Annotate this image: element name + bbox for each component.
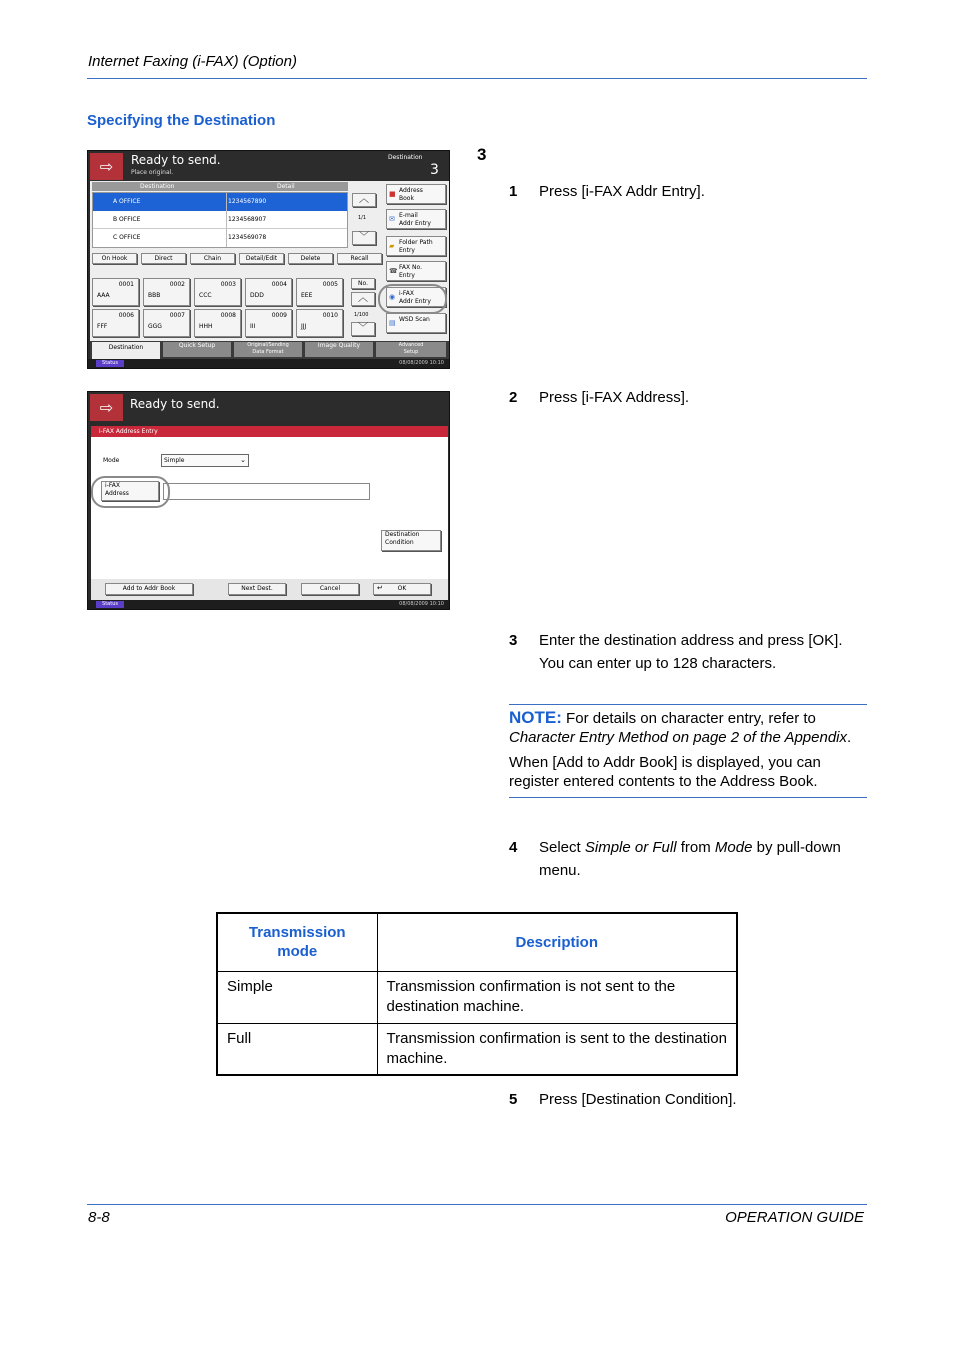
- note-text: For details on character entry, refer to: [561, 710, 816, 727]
- mode-select-value: Simple: [164, 457, 185, 464]
- step-text: from: [676, 839, 715, 856]
- status-datetime: 08/08/2009 10:10: [399, 360, 444, 366]
- ok-label: OK: [397, 585, 407, 592]
- note-reference: Character Entry Method on page 2 of the Appendix: [509, 729, 847, 746]
- header-rule: [87, 78, 867, 79]
- bottom-button-bar: [91, 579, 448, 601]
- cell-description: Transmission confirmation is sent to the destination machine.: [377, 1023, 737, 1075]
- recall-button[interactable]: Recall: [337, 253, 382, 264]
- panel-top-bar: [88, 151, 449, 181]
- key-page-up-button[interactable]: ︿: [351, 292, 375, 306]
- panel-body: [90, 181, 449, 341]
- row-dest: A OFFICE: [113, 198, 141, 205]
- note-text: .: [847, 729, 852, 746]
- tab-destination[interactable]: Destination: [92, 342, 160, 359]
- button-label: Folder Path Entry: [399, 239, 433, 254]
- key-number: 0001: [118, 281, 134, 288]
- note-label: NOTE:: [509, 708, 562, 727]
- row-detail: 1234567890: [228, 198, 267, 205]
- send-screen-panel: [87, 150, 450, 369]
- mode-label: Mode: [103, 457, 120, 464]
- wsd-scan-icon: ▤: [389, 319, 396, 327]
- button-label: E-mail Addr Entry: [399, 212, 431, 227]
- step-continuation: You can enter up to 128 characters.: [539, 655, 777, 672]
- email-addr-entry-button[interactable]: [386, 209, 446, 229]
- step-4: [509, 836, 841, 882]
- step-text: Press [Destination Condition].: [539, 1091, 737, 1108]
- step-num: 4: [509, 839, 518, 856]
- one-touch-key[interactable]: [296, 278, 343, 306]
- table-row: [217, 1023, 737, 1075]
- tab-image-quality[interactable]: Image Quality: [305, 342, 373, 357]
- next-dest-button[interactable]: Next Dest.: [228, 583, 286, 595]
- cell-mode: Simple: [217, 971, 377, 1023]
- one-touch-key[interactable]: [245, 309, 292, 337]
- key-number: 0007: [169, 312, 185, 319]
- cancel-button[interactable]: Cancel: [301, 583, 359, 595]
- guide-name: OPERATION GUIDE: [725, 1209, 864, 1226]
- step-text: Press [i-FAX Addr Entry].: [539, 183, 705, 200]
- cell-mode: Full: [217, 1023, 377, 1075]
- row-dest: B OFFICE: [113, 216, 141, 223]
- ifax-icon: ◉: [389, 293, 396, 301]
- mode-select[interactable]: [161, 454, 249, 467]
- step-3: [509, 629, 843, 675]
- one-touch-key[interactable]: [92, 278, 139, 306]
- chevron-down-icon: ⌄: [240, 456, 246, 464]
- step-num: 2: [509, 389, 518, 406]
- tab-original-sending[interactable]: Original/Sending Data Format: [234, 342, 302, 357]
- add-to-addr-book-button[interactable]: Add to Addr Book: [105, 583, 193, 595]
- status-datetime: 08/08/2009 10:10: [399, 601, 444, 607]
- header-description: Description: [377, 913, 737, 971]
- key-name: FFF: [97, 323, 108, 330]
- key-number: 0009: [271, 312, 287, 319]
- step-emphasis: Mode: [714, 839, 753, 856]
- row-detail: 1234568907: [228, 216, 267, 223]
- note-paragraph: When [Add to Addr Book] is displayed, you can register entered contents to the Address Book.: [509, 754, 821, 790]
- col-detail: Detail: [277, 183, 295, 190]
- col-destination: Destination: [140, 183, 175, 190]
- button-label: FAX No. Entry: [399, 264, 422, 279]
- footer-rule: [87, 1204, 867, 1205]
- key-number: 0004: [271, 281, 287, 288]
- status-button[interactable]: Status: [96, 601, 124, 608]
- highlight-circle: [378, 284, 447, 314]
- key-name: EEE: [301, 292, 313, 299]
- step-5: [509, 1088, 737, 1111]
- key-page-down-button[interactable]: ﹀: [351, 322, 375, 336]
- one-touch-key[interactable]: [143, 309, 190, 337]
- send-document-icon: ⇨: [90, 394, 123, 421]
- step-1: [509, 180, 705, 203]
- step-text: Select: [539, 839, 585, 856]
- folder-icon: ▰: [389, 242, 395, 250]
- address-book-icon: ■: [389, 190, 396, 198]
- running-header: Internet Faxing (i-FAX) (Option): [88, 53, 297, 70]
- table-row[interactable]: [93, 193, 347, 211]
- section-title: Specifying the Destination: [87, 112, 276, 129]
- table-row: [217, 971, 737, 1023]
- destination-count: 3: [430, 162, 439, 178]
- key-number: 0010: [322, 312, 338, 319]
- wsd-scan-button[interactable]: [386, 313, 446, 333]
- number-search-button[interactable]: No.: [351, 278, 375, 289]
- step-emphasis: Simple or Full: [584, 839, 677, 856]
- step-continuation: menu.: [539, 862, 581, 879]
- scroll-up-button[interactable]: ︿: [352, 193, 376, 207]
- ok-button[interactable]: [373, 583, 431, 595]
- page-number: 8-8: [88, 1209, 110, 1226]
- table-row[interactable]: [93, 211, 347, 229]
- row-dest: C OFFICE: [113, 234, 141, 241]
- tab-quick-setup[interactable]: Quick Setup: [163, 342, 231, 357]
- key-name: JJJ: [301, 323, 307, 330]
- detail-edit-button[interactable]: Detail/Edit: [239, 253, 284, 264]
- tab-bar: [90, 341, 449, 359]
- key-page-indicator: 1/100: [354, 312, 369, 318]
- fax-no-entry-button[interactable]: [386, 261, 446, 281]
- status-message: Ready to send.: [131, 153, 221, 167]
- step-num: 1: [509, 183, 518, 200]
- chain-button[interactable]: Chain: [190, 253, 235, 264]
- page-indicator: 1/1: [358, 215, 367, 221]
- step-text: by pull-down: [752, 839, 841, 856]
- status-message: Ready to send.: [130, 397, 220, 411]
- one-touch-key[interactable]: [194, 278, 241, 306]
- key-name: AAA: [97, 292, 110, 299]
- key-name: DDD: [250, 292, 264, 299]
- step-text: Press [i-FAX Address].: [539, 389, 690, 406]
- row-detail: 1234569078: [228, 234, 267, 241]
- button-label: Address Book: [399, 187, 423, 202]
- key-name: BBB: [148, 292, 161, 299]
- key-name: III: [250, 323, 256, 330]
- address-book-button[interactable]: [386, 184, 446, 204]
- tab-advanced-setup[interactable]: Advanced Setup: [376, 342, 446, 357]
- destination-list: [92, 192, 348, 248]
- folder-path-entry-button[interactable]: [386, 236, 446, 256]
- scroll-down-button[interactable]: ﹀: [352, 231, 376, 245]
- key-number: 0002: [169, 281, 185, 288]
- cell-description: Transmission confirmation is not sent to the destination machine.: [377, 971, 737, 1023]
- on-hook-button[interactable]: On Hook: [92, 253, 137, 264]
- button-label: i-FAX Addr Entry: [399, 290, 431, 305]
- ifax-address-button[interactable]: i-FAX Address: [101, 481, 159, 501]
- ifax-address-input[interactable]: [163, 483, 370, 500]
- fax-icon: ☎: [389, 267, 398, 275]
- email-icon: ✉: [389, 215, 395, 223]
- panel-top-bar: [88, 392, 449, 422]
- key-name: GGG: [148, 323, 162, 330]
- step-text: Enter the destination address and press [OK].: [539, 632, 843, 649]
- table-header-row: [217, 913, 737, 971]
- step-number: 3: [477, 145, 487, 164]
- key-number: 0008: [220, 312, 236, 319]
- destination-label: Destination: [388, 154, 423, 161]
- screen-title: i-FAX Address Entry: [91, 426, 448, 437]
- list-divider: [226, 193, 227, 247]
- destination-condition-button[interactable]: Destination Condition: [381, 530, 441, 551]
- list-header: [92, 182, 348, 191]
- status-bar: [88, 359, 449, 368]
- key-number: 0005: [322, 281, 338, 288]
- enter-icon: ↵: [377, 584, 383, 592]
- transmission-mode-table: [216, 912, 738, 1076]
- note-box: [509, 704, 867, 798]
- key-name: HHH: [199, 323, 213, 330]
- key-number: 0006: [118, 312, 134, 319]
- key-number: 0003: [220, 281, 236, 288]
- header-mode: Transmission mode: [217, 913, 377, 971]
- step-2: [509, 386, 689, 409]
- table-row[interactable]: [93, 229, 347, 247]
- step-num: 5: [509, 1091, 518, 1108]
- status-bar: [88, 600, 449, 609]
- one-touch-key[interactable]: [245, 278, 292, 306]
- panel-body: [91, 437, 448, 579]
- status-sub: Place original.: [131, 169, 174, 176]
- one-touch-key[interactable]: [143, 278, 190, 306]
- highlight-circle: [91, 476, 170, 508]
- one-touch-key[interactable]: [194, 309, 241, 337]
- status-button[interactable]: Status: [96, 360, 124, 367]
- one-touch-key[interactable]: [296, 309, 343, 337]
- one-touch-key[interactable]: [92, 309, 139, 337]
- key-name: CCC: [199, 292, 212, 299]
- delete-button[interactable]: Delete: [288, 253, 333, 264]
- send-document-icon: ⇨: [90, 153, 123, 180]
- direct-button[interactable]: Direct: [141, 253, 186, 264]
- button-label: WSD Scan: [399, 316, 430, 323]
- step-num: 3: [509, 632, 518, 649]
